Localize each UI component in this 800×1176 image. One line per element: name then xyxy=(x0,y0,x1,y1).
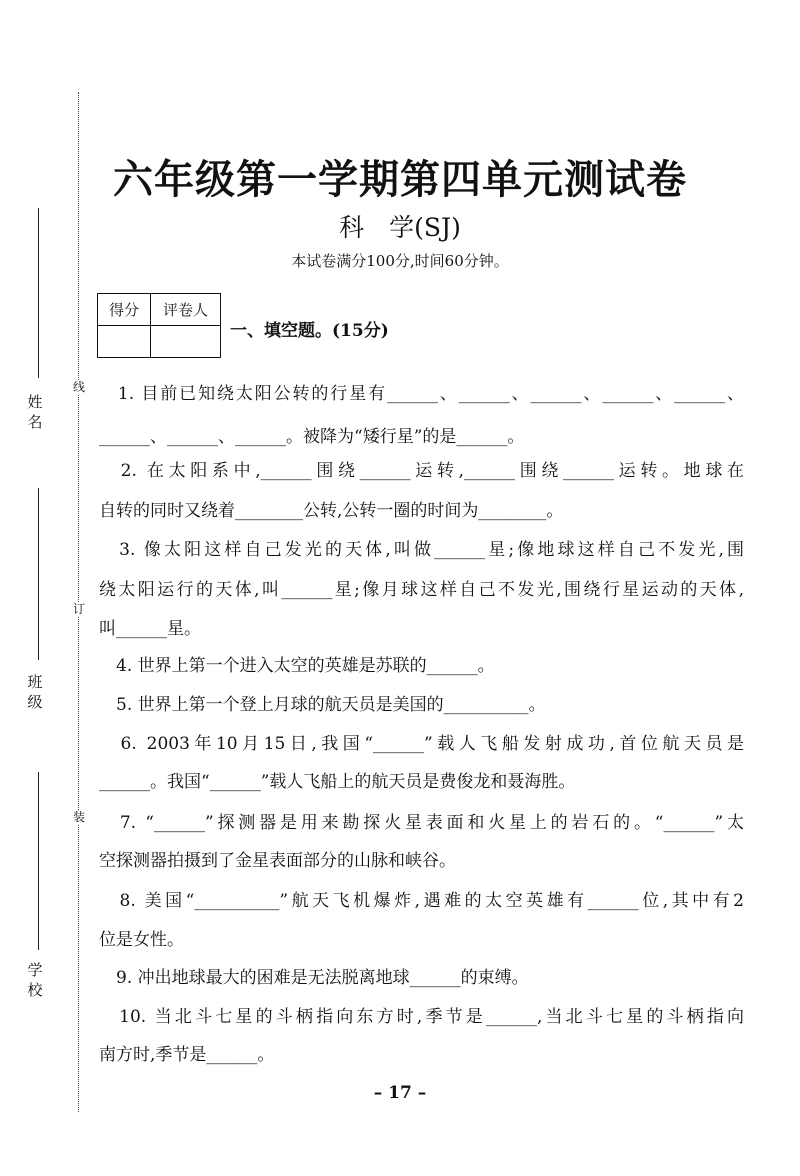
question-line: 2. 在太阳系中,______围绕______运转,______围绕______运转。地球在 xyxy=(99,461,744,481)
cut-mark-staple: 装 xyxy=(72,810,85,824)
exam-info: 本试卷满分100分,时间60分钟。 xyxy=(291,252,509,270)
question-line: 自转的同时又绕着________公转,公转一圈的时间为________。 xyxy=(99,501,564,521)
question-line: 绕太阳运行的天体,叫______星;像月球这样自己不发光,围绕行星运动的天体, xyxy=(99,580,744,600)
question-line: 4. 世界上第一个进入太空的英雄是苏联的______。 xyxy=(99,656,495,676)
question-line: 9. 冲出地球最大的困难是无法脱离地球______的束缚。 xyxy=(99,968,529,988)
subject-subtitle: 科 学(SJ) xyxy=(339,213,461,242)
question-line: 5. 世界上第一个登上月球的航天员是美国的__________。 xyxy=(99,695,546,715)
question-line: 7. “______”探测器是用来勘探火星表面和火星上的岩石的。“______”太 xyxy=(99,813,744,833)
cut-mark-bind: 订 xyxy=(72,602,85,616)
page-number: – 17 – xyxy=(373,1083,427,1103)
school-label: 学校 xyxy=(27,961,43,999)
question-line: 3. 像太阳这样自己发光的天体,叫做______星;像地球这样自己不发光,围 xyxy=(99,540,744,560)
question-line: 空探测器拍摄到了金星表面部分的山脉和峡谷。 xyxy=(99,851,456,871)
question-line: 南方时,季节是______。 xyxy=(99,1045,275,1065)
question-line: 叫______星。 xyxy=(99,619,201,639)
grader-cell xyxy=(151,326,221,358)
cut-mark-line: 线 xyxy=(72,380,85,394)
school-field-line xyxy=(38,772,39,950)
section-heading: 一、填空题。(15分) xyxy=(230,321,389,341)
question-line: ______、______、______。被降为“矮行星”的是______。 xyxy=(99,427,525,447)
question-line: 位是女性。 xyxy=(99,930,184,950)
question-line: 1. 目前已知绕太阳公转的行星有______、______、______、______、______、 xyxy=(99,384,744,404)
question-line: 10. 当北斗七星的斗柄指向东方时,季节是______,当北斗七星的斗柄指向 xyxy=(99,1007,744,1027)
page-title: 六年级第一学期第四单元测试卷 xyxy=(113,156,687,203)
score-header: 得分 xyxy=(98,294,151,326)
class-label: 班级 xyxy=(27,673,43,711)
class-field-line xyxy=(38,488,39,660)
question-line: 6. 2003年10月15日,我国“______”载人飞船发射成功,首位航天员是 xyxy=(99,734,744,754)
grader-header: 评卷人 xyxy=(151,294,221,326)
question-line: ______。我国“______”载人飞船上的航天员是费俊龙和聂海胜。 xyxy=(99,772,576,792)
score-cell xyxy=(98,326,151,358)
score-box xyxy=(97,293,221,358)
question-line: 8. 美国“__________”航天飞机爆炸,遇难的太空英雄有______位,其中有2 xyxy=(99,891,744,911)
name-label: 姓名 xyxy=(27,393,43,431)
